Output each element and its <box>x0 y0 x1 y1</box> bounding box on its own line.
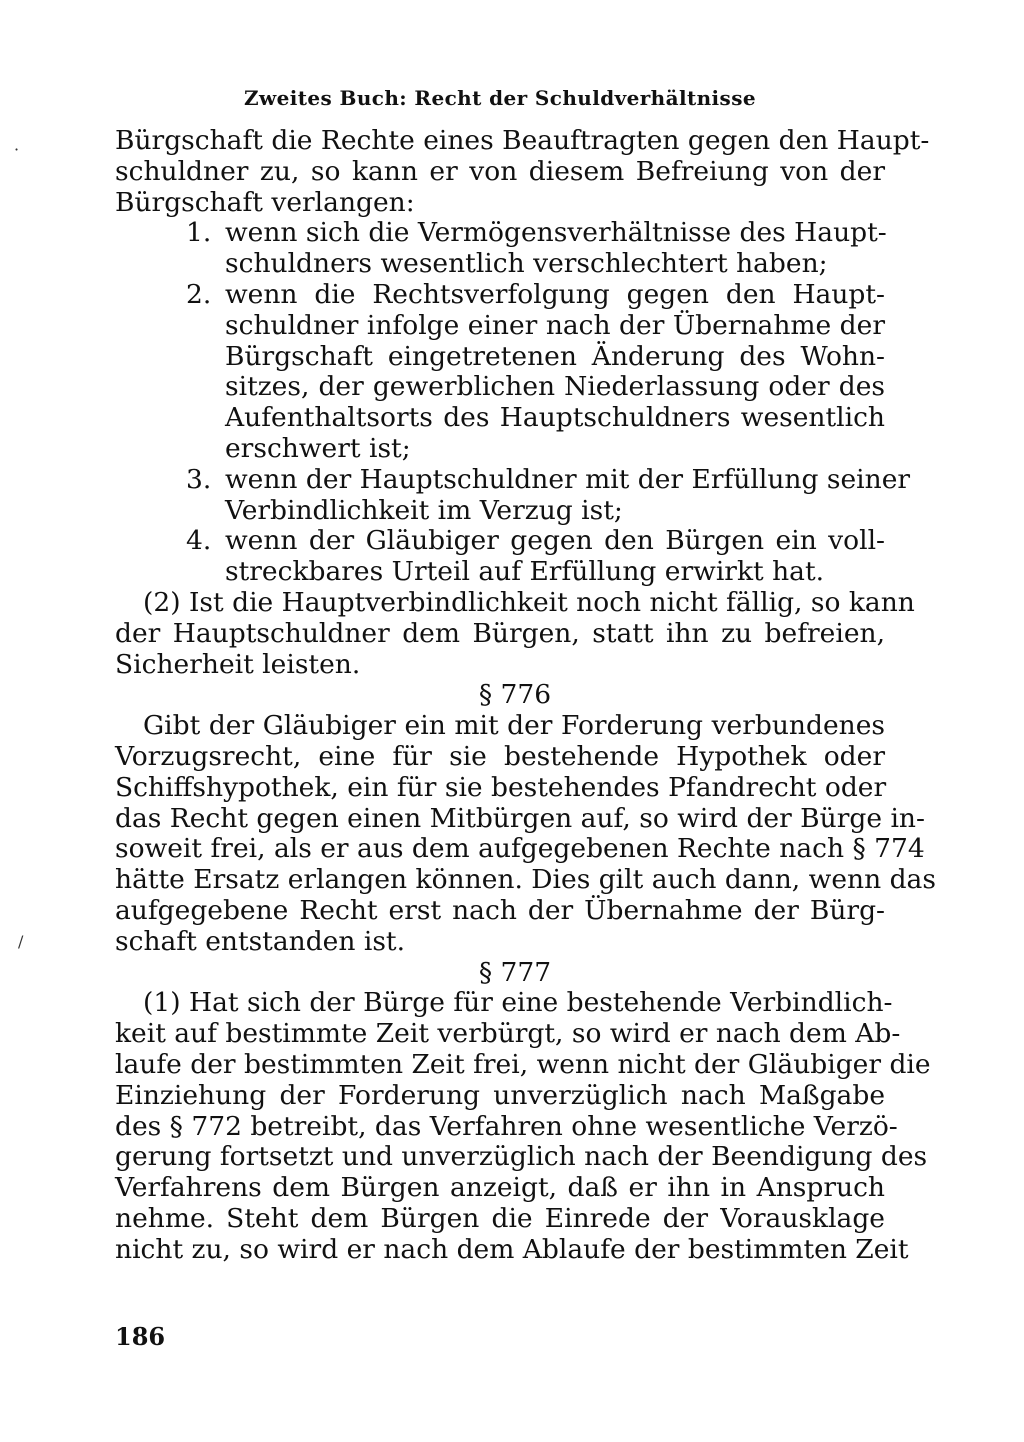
text-line: Sicherheit leisten. <box>115 648 361 680</box>
text-line: (2) Ist die Hauptverbindlichkeit noch nicht fällig, so kann <box>143 586 915 618</box>
text-line: das Recht gegen einen Mitbürgen auf, so wird der Bürge in- <box>115 802 925 834</box>
text-line: Verfahrens dem Bürgen anzeigt, daß er ihn in Anspruch <box>115 1172 885 1204</box>
list-item <box>115 218 885 249</box>
text-line: streckbares Urteil auf Erfüllung erwirkt hat. <box>225 556 825 588</box>
list-item-number: 3. <box>186 463 212 495</box>
list-item-number: 4. <box>186 525 212 557</box>
section-heading-777: § 777 <box>478 956 552 988</box>
text-line: aufgegebene Recht erst nach der Übernahme der Bürg- <box>115 894 885 926</box>
text-line: sitzes, der gewerblichen Niederlassung oder des <box>225 371 885 403</box>
text-line: nicht zu, so wird er nach dem Ablaufe der bestimmten Zeit <box>115 1233 909 1265</box>
body-text <box>115 125 936 1265</box>
text-line: (1) Hat sich der Bürge für eine bestehende Verbindlich- <box>143 987 893 1019</box>
text-line: hätte Ersatz erlangen können. Dies gilt auch dann, wenn das <box>115 864 936 896</box>
running-head: Zweites Buch: Recht der Schuldverhältnisse <box>244 86 756 110</box>
text-line: wenn die Rechtsverfolgung gegen den Haupt- <box>225 278 885 310</box>
text-line: schuldner infolge einer nach der Übernahme der <box>225 309 885 341</box>
text-line: wenn der Hauptschuldner mit der Erfüllung seiner <box>225 463 911 495</box>
page-number: 186 <box>115 1322 166 1351</box>
margin-tick: / <box>18 932 24 951</box>
text-line: soweit frei, als er aus dem aufgegebenen Rechte nach § 774 <box>115 833 925 865</box>
text-line: schaft entstanden ist. <box>115 925 405 957</box>
text-line: Aufenthaltsorts des Hauptschuldners wesentlich <box>225 402 885 434</box>
text-line: schuldners wesentlich verschlechtert haben; <box>225 248 828 280</box>
text-line: Gibt der Gläubiger ein mit der Forderung verbundenes <box>143 710 885 742</box>
margin-dot: · <box>14 140 20 159</box>
text-line: Bürgschaft eingetretenen Änderung des Wohn- <box>225 340 885 372</box>
text-line: gerung fortsetzt und unverzüglich nach der Beendigung des <box>115 1141 928 1173</box>
text-line: Bürgschaft die Rechte eines Beauftragten gegen den Haupt- <box>115 125 930 156</box>
text-line: nehme. Steht dem Bürgen die Einrede der Vorausklage <box>115 1202 885 1234</box>
text-line: schuldner zu, so kann er von diesem Befreiung von der <box>115 155 885 187</box>
text-line: Verbindlichkeit im Verzug ist; <box>225 494 623 526</box>
text-line: Einziehung der Forderung unverzüglich nach Maßgabe <box>115 1079 885 1111</box>
text-line: keit auf bestimmte Zeit verbürgt, so wird er nach dem Ab- <box>115 1018 901 1050</box>
text-line: laufe der bestimmten Zeit frei, wenn nicht der Gläubiger die <box>115 1048 931 1080</box>
list-item <box>115 280 885 311</box>
text-line: der Hauptschuldner dem Bürgen, statt ihn zu befreien, <box>115 617 885 649</box>
list-item <box>115 463 911 496</box>
text-line: Schiffshypothek, ein für sie bestehendes Pfandrecht oder <box>115 771 887 803</box>
list-item <box>115 526 885 557</box>
list-item-number: 1. <box>186 217 212 249</box>
text-line: des § 772 betreibt, das Verfahren ohne wesentliche Verzö- <box>115 1110 898 1142</box>
text-line: wenn der Gläubiger gegen den Bürgen ein voll- <box>225 525 885 557</box>
text-line: Vorzugsrecht, eine für sie bestehende Hypothek oder <box>115 740 885 772</box>
text-line: wenn sich die Vermögensverhältnisse des Haupt- <box>225 217 887 249</box>
text-line: Bürgschaft verlangen: <box>115 186 415 218</box>
list-item-number: 2. <box>186 278 212 310</box>
text-line: erschwert ist; <box>225 432 411 464</box>
section-heading-776: § 776 <box>478 679 552 711</box>
